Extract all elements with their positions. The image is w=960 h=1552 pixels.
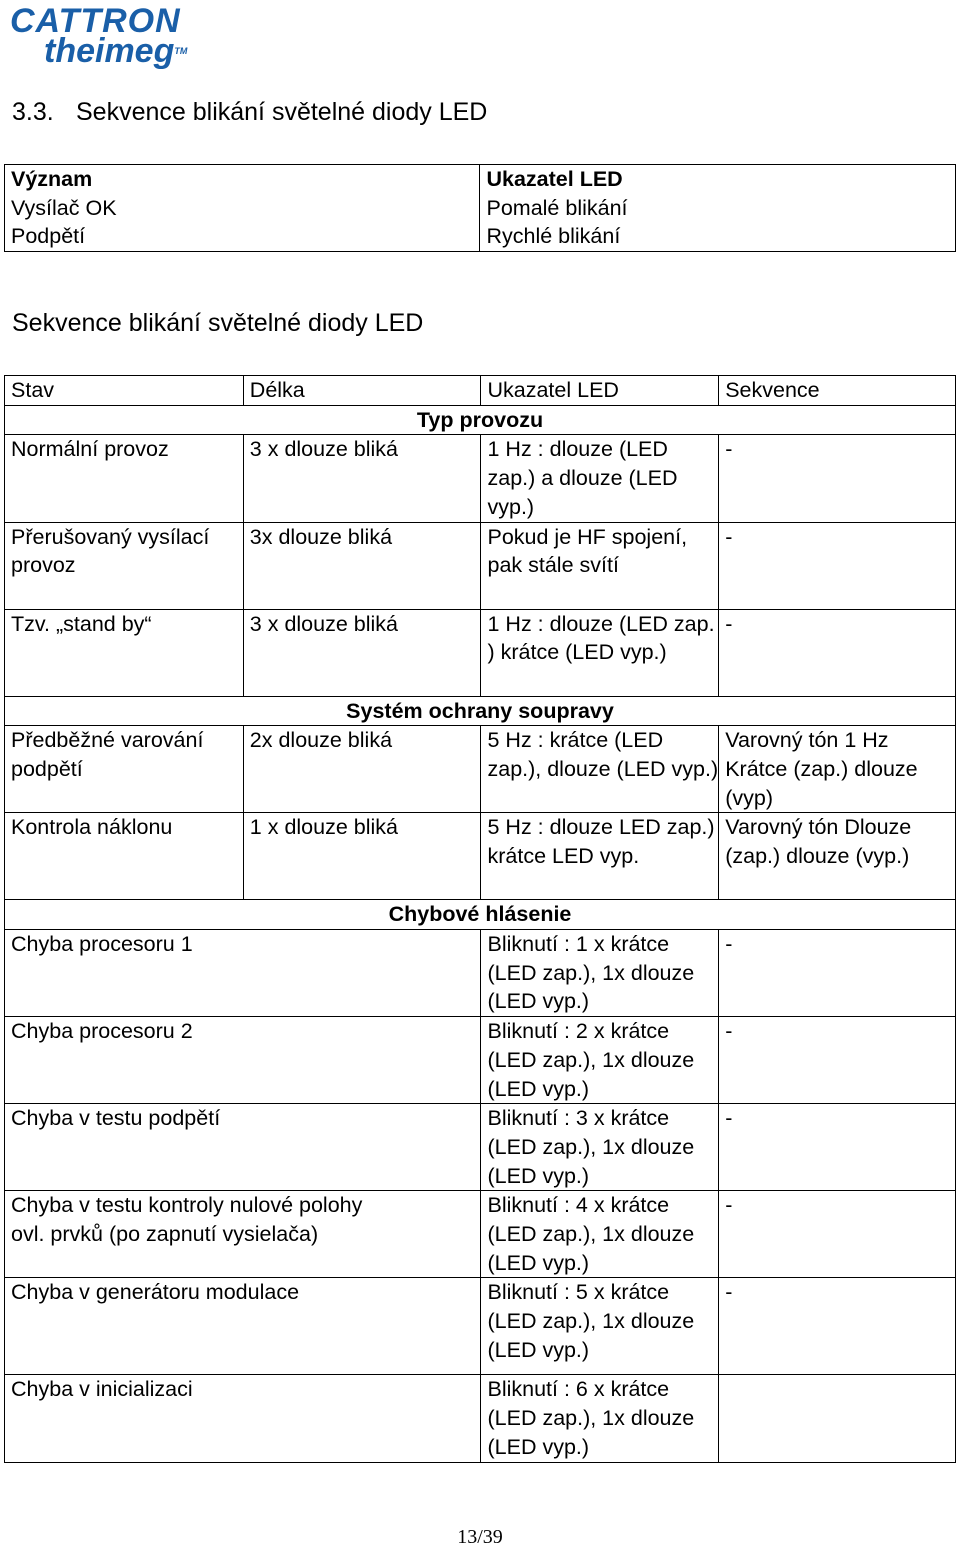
table-cell: -: [719, 609, 956, 696]
group-heading: Chybové hlásenie: [5, 900, 956, 930]
group-row: [5, 900, 956, 930]
group-heading: Systém ochrany soupravy: [5, 696, 956, 726]
logo-line2-text: theimeg: [44, 32, 175, 70]
table-cell: Chyba v generátoru modulace: [5, 1278, 481, 1375]
table-header-cell: Sekvence: [719, 376, 956, 406]
meaning-table: [4, 164, 956, 252]
page-number: 13/39: [457, 1526, 503, 1548]
company-logo: [10, 4, 230, 70]
group-heading: Typ provozu: [5, 405, 956, 435]
table-cell: 3x dlouze bliká: [243, 522, 481, 609]
table-cell: Chyba procesoru 1: [5, 930, 481, 1017]
table-row: [5, 609, 956, 696]
table-row: [5, 165, 956, 194]
logo-line1: CATTRON: [10, 2, 181, 40]
table-row: [5, 522, 956, 609]
logo-line2: [44, 34, 187, 68]
table-cell: Bliknutí : 4 x krátce (LED zap.), 1x dlouze (LED vyp.): [481, 1191, 719, 1278]
table-row: [5, 222, 956, 251]
table-cell: -: [719, 1278, 956, 1375]
table-cell: -: [719, 522, 956, 609]
section-heading: [12, 94, 487, 130]
table-cell: Chyba v testu kontroly nulové polohy ovl. prvků (po zapnutí vysielača): [5, 1191, 481, 1278]
table-cell: -: [719, 930, 956, 1017]
table-cell: Tzv. „stand by“: [5, 609, 244, 696]
table-row: [5, 1104, 956, 1191]
table-header-row: [5, 376, 956, 406]
table-cell: Přerušovaný vysílací provoz: [5, 522, 244, 609]
logo-tm: TM: [174, 46, 188, 56]
table-cell: 3 x dlouze bliká: [243, 435, 481, 522]
table-cell: 5 Hz : dlouze LED zap.) krátce LED vyp.: [481, 813, 719, 900]
table-cell: Pomalé blikání: [480, 194, 956, 223]
table-row: [5, 813, 956, 900]
table-header-cell: Ukazatel LED: [481, 376, 719, 406]
table-cell: 1 Hz : dlouze (LED zap. ) krátce (LED vyp.): [481, 609, 719, 696]
table-cell: Normální provoz: [5, 435, 244, 522]
table-cell: Bliknutí : 2 x krátce (LED zap.), 1x dlouze (LED vyp.): [481, 1017, 719, 1104]
table-cell: Chyba procesoru 2: [5, 1017, 481, 1104]
table-cell: Podpětí: [5, 222, 480, 251]
table-cell: Varovný tón 1 Hz Krátce (zap.) dlouze (vyp): [719, 726, 956, 813]
table-cell: Chyba v testu podpětí: [5, 1104, 481, 1191]
table-cell: Chyba v inicializaci: [5, 1375, 481, 1462]
table-cell: Rychlé blikání: [480, 222, 956, 251]
sequence-table: [4, 375, 956, 1463]
table-cell: 1 x dlouze bliká: [243, 813, 481, 900]
table-cell: -: [719, 1017, 956, 1104]
table-cell: 1 Hz : dlouze (LED zap.) a dlouze (LED vyp.): [481, 435, 719, 522]
table-row: [5, 1191, 956, 1278]
table-cell: Bliknutí : 1 x krátce (LED zap.), 1x dlouze (LED vyp.): [481, 930, 719, 1017]
table-row: [5, 435, 956, 522]
section-number: 3.3.: [12, 98, 54, 126]
table-cell: Pokud je HF spojení, pak stále svítí: [481, 522, 719, 609]
table-row: [5, 1017, 956, 1104]
table-cell: -: [719, 1104, 956, 1191]
table-row: [5, 194, 956, 223]
table-row: [5, 1375, 956, 1462]
table-row: [5, 726, 956, 813]
table-cell: Kontrola náklonu: [5, 813, 244, 900]
group-row: [5, 696, 956, 726]
table-cell: -: [719, 1191, 956, 1278]
table-header-cell: Stav: [5, 376, 244, 406]
table-header-cell: Délka: [243, 376, 481, 406]
table-cell: Bliknutí : 6 x krátce (LED zap.), 1x dlouze (LED vyp.): [481, 1375, 719, 1462]
table-cell: 3 x dlouze bliká: [243, 609, 481, 696]
table-cell: Bliknutí : 3 x krátce (LED zap.), 1x dlouze (LED vyp.): [481, 1104, 719, 1191]
subtitle: Sekvence blikání světelné diody LED: [12, 309, 424, 337]
table-cell: Předběžné varování podpětí: [5, 726, 244, 813]
group-row: [5, 405, 956, 435]
table-cell: Vysílač OK: [5, 194, 480, 223]
table-cell: Varovný tón Dlouze (zap.) dlouze (vyp.): [719, 813, 956, 900]
table-cell: 2x dlouze bliká: [243, 726, 481, 813]
table-cell: [719, 1375, 956, 1462]
table-cell: Bliknutí : 5 x krátce (LED zap.), 1x dlouze (LED vyp.): [481, 1278, 719, 1375]
table-cell: 5 Hz : krátce (LED zap.), dlouze (LED vyp.): [481, 726, 719, 813]
table-header-cell: Ukazatel LED: [480, 165, 956, 194]
table-header-cell: Význam: [5, 165, 480, 194]
table-cell: -: [719, 435, 956, 522]
table-row: [5, 930, 956, 1017]
section-title: Sekvence blikání světelné diody LED: [76, 98, 488, 126]
table-row: [5, 1278, 956, 1375]
